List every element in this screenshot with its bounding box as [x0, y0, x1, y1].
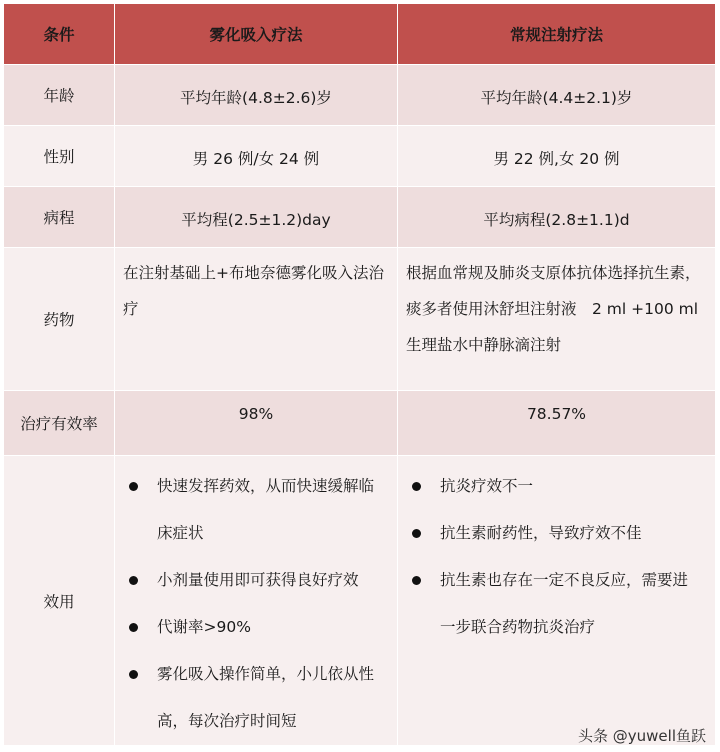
table-row	[4, 248, 716, 391]
row-label-age: 年龄	[4, 65, 115, 126]
cell-effect-injection	[398, 456, 716, 746]
comparison-table	[3, 3, 716, 746]
header-nebulization: 雾化吸入疗法	[115, 4, 398, 65]
cell-drug-nebulization: 在注射基础上+布地奈德雾化吸入法治疗	[115, 248, 398, 391]
cell-efficacy-nebulization: 98%	[115, 391, 398, 456]
header-condition: 条件	[4, 4, 115, 65]
effect-list-nebulization	[115, 456, 397, 745]
watermark	[578, 725, 706, 746]
header-row	[4, 4, 716, 65]
list-item: 代谢率>90%	[125, 604, 385, 651]
cell-efficacy-injection: 78.57%	[398, 391, 716, 456]
list-item: 抗生素耐药性，导致疗效不佳	[408, 510, 703, 557]
row-label-efficacy: 治疗有效率	[4, 391, 115, 456]
cell-age-injection: 平均年龄(4.4±2.1)岁	[398, 65, 716, 126]
table-row	[4, 456, 716, 746]
list-item: 小剂量使用即可获得良好疗效	[125, 557, 385, 604]
list-item: 抗生素也存在一定不良反应，需要进一步联合药物抗炎治疗	[408, 557, 703, 651]
table-row	[4, 391, 716, 456]
cell-course-injection: 平均病程(2.8±1.1)d	[398, 187, 716, 248]
cell-drug-injection: 根据血常规及肺炎支原体抗体选择抗生素，痰多者使用沐舒坦注射液 2 ml +100 ml 生理盐水中静脉滴注射	[398, 248, 716, 391]
row-label-sex: 性别	[4, 126, 115, 187]
list-item: 快速发挥药效，从而快速缓解临床症状	[125, 463, 385, 557]
watermark-text: 头条 @yuwell鱼跃	[578, 727, 706, 745]
effect-list-injection	[398, 456, 715, 651]
header-injection: 常规注射疗法	[398, 4, 716, 65]
cell-effect-nebulization	[115, 456, 398, 746]
row-label-course: 病程	[4, 187, 115, 248]
list-item: 雾化吸入操作简单，小儿依从性高，每次治疗时间短	[125, 651, 385, 745]
cell-sex-nebulization: 男 26 例/女 24 例	[115, 126, 398, 187]
table-row	[4, 65, 716, 126]
cell-course-nebulization: 平均程(2.5±1.2)day	[115, 187, 398, 248]
table-row	[4, 126, 716, 187]
table-row	[4, 187, 716, 248]
row-label-effect: 效用	[4, 456, 115, 746]
cell-sex-injection: 男 22 例,女 20 例	[398, 126, 716, 187]
list-item: 抗炎疗效不一	[408, 463, 703, 510]
row-label-drug: 药物	[4, 248, 115, 391]
cell-age-nebulization: 平均年龄(4.8±2.6)岁	[115, 65, 398, 126]
